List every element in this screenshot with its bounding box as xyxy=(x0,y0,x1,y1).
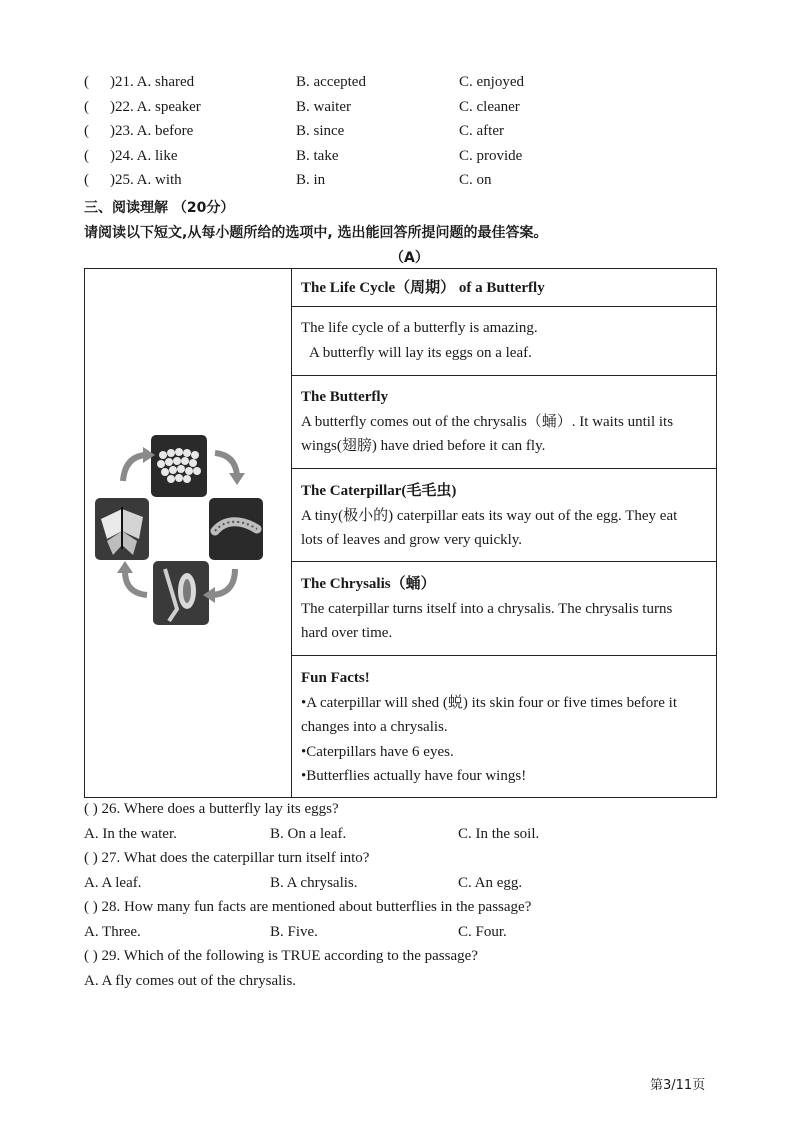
option-b: B. take xyxy=(296,148,339,164)
caterpillar-text-1: A tiny(极小的) caterpillar eats its way out of the egg. They eat xyxy=(301,507,678,524)
option-b: B. in xyxy=(296,172,326,188)
fun-fact-1a: •A caterpillar will shed (蜕) its skin four or five times before it xyxy=(301,694,677,711)
question-26-options xyxy=(84,826,724,848)
life-cycle-image-cell xyxy=(85,269,292,797)
question-28: ( ) 28. How many fun facts are mentioned about butterflies in the passage? xyxy=(84,899,532,915)
caterpillar-heading: The Caterpillar(毛毛虫) xyxy=(301,483,457,499)
mc-question-22 xyxy=(84,99,724,121)
caterpillar-cell xyxy=(292,469,716,562)
caterpillar-photo xyxy=(209,498,263,560)
table-title: The Life Cycle（周期） of a Butterfly xyxy=(301,280,545,296)
arrowhead-bottom-left xyxy=(117,561,133,573)
question-28-options xyxy=(84,924,724,946)
answer-paren: ( xyxy=(84,148,89,164)
option-b: B. accepted xyxy=(296,74,366,90)
intro-line-1: The life cycle of a butterfly is amazing. xyxy=(301,320,538,336)
chrysalis-text-1: The caterpillar turns itself into a chrysalis. The chrysalis turns xyxy=(301,600,673,617)
chrysalis-heading: The Chrysalis（蛹） xyxy=(301,576,436,592)
chrysalis-text-2: hard over time. xyxy=(301,625,393,641)
butterfly-text-1: A butterfly comes out of the chrysalis（蛹）. It waits until its xyxy=(301,413,674,430)
option-c: C. provide xyxy=(459,148,523,164)
question-26: ( ) 26. Where does a butterfly lay its eggs? xyxy=(84,801,339,817)
passage-table xyxy=(84,268,717,798)
option-c: C. enjoyed xyxy=(459,74,524,90)
option-b: B. waiter xyxy=(296,99,351,115)
arrow-bottom-left xyxy=(125,571,147,595)
intro-cell xyxy=(292,307,716,376)
intro-line-2: A butterfly will lay its eggs on a leaf. xyxy=(309,344,532,361)
option-b: B. A chrysalis. xyxy=(270,875,358,891)
question-29-options xyxy=(84,973,724,995)
caterpillar-text-2: lots of leaves and grow very quickly. xyxy=(301,532,523,548)
chrysalis-photo xyxy=(153,561,209,625)
option-a: A. A fly comes out of the chrysalis. xyxy=(84,973,297,989)
arrowhead-top-right xyxy=(229,473,245,485)
passage-label: （A） xyxy=(390,250,429,266)
option-b: B. since xyxy=(296,123,345,139)
question-27: ( ) 27. What does the caterpillar turn itself into? xyxy=(84,850,370,866)
fun-fact-3: •Butterflies actually have four wings! xyxy=(301,768,527,784)
butterfly-photo xyxy=(95,498,149,560)
mc-question-25 xyxy=(84,172,724,194)
arrow-top-left xyxy=(123,455,145,481)
question-27-options xyxy=(84,875,724,897)
answer-paren: ( xyxy=(84,74,89,90)
option-c: C. cleaner xyxy=(459,99,520,115)
option-b: B. On a leaf. xyxy=(270,826,347,842)
answer-paren: ( xyxy=(84,123,89,139)
section-instruction: 请阅读以下短文,从每小题所给的选项中, 选出能回答所提问题的最佳答案。 xyxy=(84,225,548,241)
option-a: A. Three. xyxy=(84,924,141,940)
option-a: )22. A. speaker xyxy=(110,99,201,115)
butterfly-text-2: wings(翅膀) have dried before it can fly. xyxy=(301,438,546,454)
option-a: A. A leaf. xyxy=(84,875,142,891)
life-cycle-diagram xyxy=(85,269,291,797)
option-c: C. on xyxy=(459,172,492,188)
option-a: )24. A. like xyxy=(110,148,178,164)
butterfly-cell xyxy=(292,376,716,469)
option-c: C. An egg. xyxy=(458,875,523,891)
section-heading: 三、阅读理解 （20分） xyxy=(84,200,235,216)
option-c: C. Four. xyxy=(458,924,507,940)
option-a: )21. A. shared xyxy=(110,74,195,90)
fun-fact-1b: changes into a chrysalis. xyxy=(301,719,448,735)
page-number: 第3/11页 xyxy=(650,1078,706,1093)
answer-paren: ( xyxy=(84,99,89,115)
arrow-top-right xyxy=(215,453,237,475)
fun-facts-heading: Fun Facts! xyxy=(301,670,370,686)
mc-question-21 xyxy=(84,74,724,96)
mc-question-24 xyxy=(84,148,724,170)
chrysalis-cell xyxy=(292,562,716,656)
fun-fact-2: •Caterpillars have 6 eyes. xyxy=(301,743,454,760)
answer-paren: ( xyxy=(84,172,89,188)
mc-question-23 xyxy=(84,123,724,145)
table-title-cell xyxy=(292,269,716,307)
option-b: B. Five. xyxy=(270,924,318,940)
option-a: A. In the water. xyxy=(84,826,177,842)
eggs-photo xyxy=(151,435,207,497)
option-a: )25. A. with xyxy=(110,172,182,188)
option-c: C. after xyxy=(459,123,504,139)
arrow-bottom-right xyxy=(213,569,235,595)
question-29: ( ) 29. Which of the following is TRUE according to the passage? xyxy=(84,948,478,964)
option-a: )23. A. before xyxy=(110,123,194,139)
fun-facts-cell xyxy=(292,656,716,797)
option-c: C. In the soil. xyxy=(458,826,540,842)
butterfly-heading: The Butterfly xyxy=(301,389,389,405)
